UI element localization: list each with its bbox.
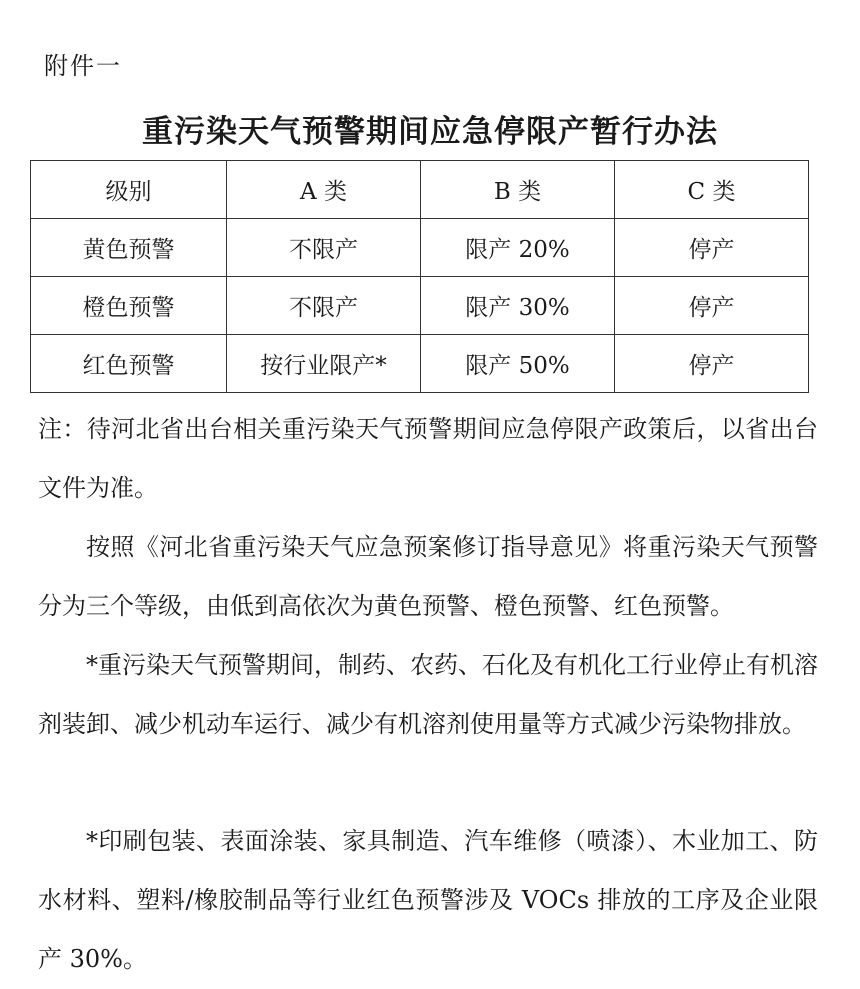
header-cell-class-c: C 类 [615,161,809,219]
table-row [31,277,809,335]
row-level-cell: 红色预警 [31,335,227,393]
row-level-cell: 黄色预警 [31,219,227,277]
class-b-cell: 限产 30% [421,277,615,335]
paragraph-chemical-industry: *重污染天气预警期间，制药、农药、石化及有机化工行业停止有机溶剂装卸、减少机动车运行、减少有机溶剂使用量等方式减少污染物排放。 [38,651,818,738]
table-header-row [31,161,809,219]
header-cell-class-b: B 类 [421,161,615,219]
table-row [31,335,809,393]
table-row [31,219,809,277]
class-c-cell: 停产 [615,335,809,393]
class-c-cell: 停产 [615,219,809,277]
restriction-table [30,160,809,393]
header-cell-level: 级别 [31,161,227,219]
paragraph-vocs-industries: *印刷包装、表面涂装、家具制造、汽车维修（喷漆）、木业加工、防水材料、塑料/橡胶制品等行业红色预警涉及 VOCs 排放的工序及企业限产 30%。 [38,827,818,973]
class-c-cell: 停产 [615,277,809,335]
class-a-cell: 不限产 [227,277,421,335]
table-note: 注：待河北省出台相关重污染天气预警期间应急停限产政策后，以省出台文件为准。 [38,415,818,502]
header-cell-class-a: A 类 [227,161,421,219]
paragraph-warning-levels: 按照《河北省重污染天气应急预案修订指导意见》将重污染天气预警分为三个等级，由低到高依次为黄色预警、橙色预警、红色预警。 [38,533,818,620]
class-b-cell: 限产 20% [421,219,615,277]
attachment-label: 附件一 [44,52,122,80]
class-a-cell: 不限产 [227,219,421,277]
document-title: 重污染天气预警期间应急停限产暂行办法 [142,114,718,150]
row-level-cell: 橙色预警 [31,277,227,335]
class-a-cell: 按行业限产* [227,335,421,393]
class-b-cell: 限产 50% [421,335,615,393]
